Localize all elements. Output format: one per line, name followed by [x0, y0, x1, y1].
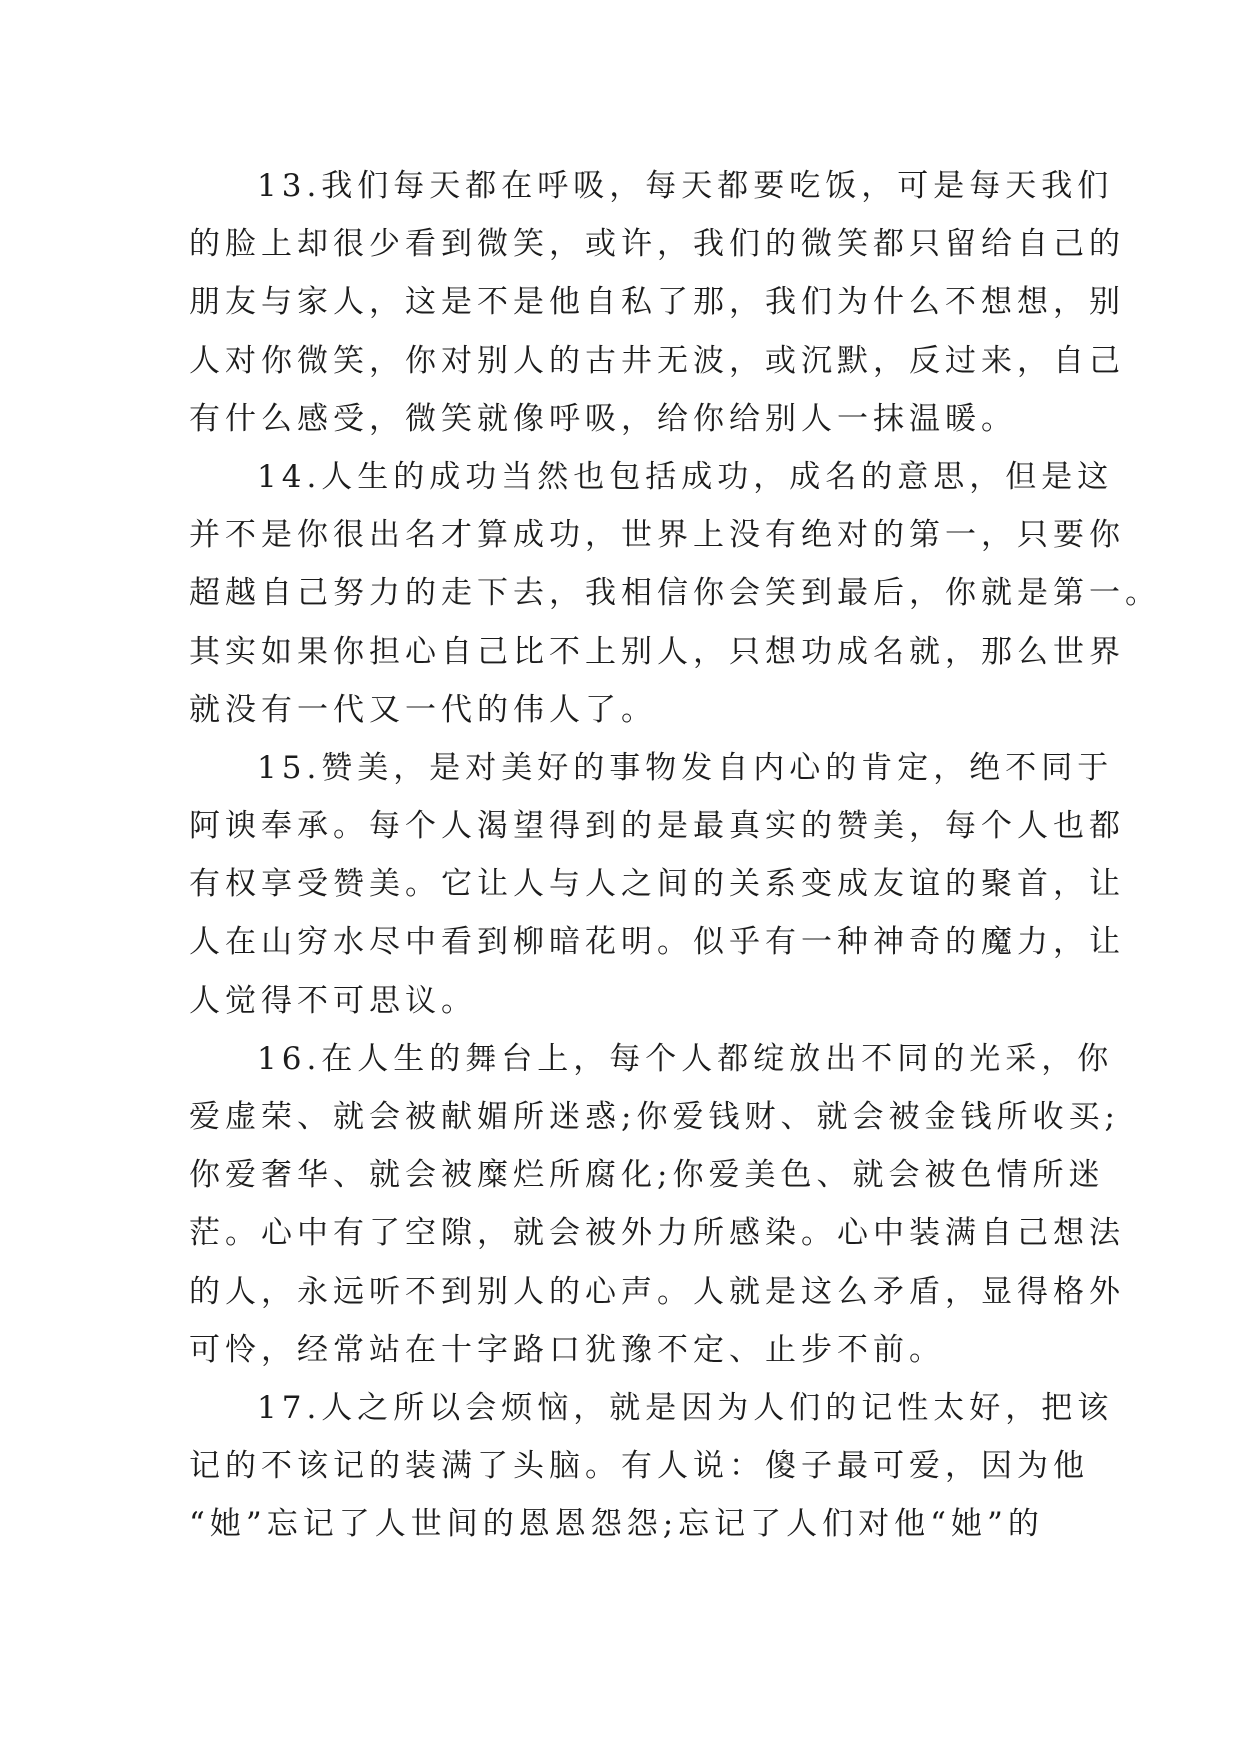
text-line: 记的不该记的装满了头脑。有人说：傻子最可爱，因为他	[189, 1448, 1089, 1485]
text-line: 茫。心中有了空隙，就会被外力所感染。心中装满自己想法	[189, 1215, 1125, 1252]
document-body	[189, 157, 1161, 1554]
text-line: 有权享受赞美。它让人与人之间的关系变成友谊的聚首，让	[189, 866, 1125, 903]
text-line: 阿谀奉承。每个人渴望得到的是最真实的赞美，每个人也都	[189, 808, 1125, 845]
text-line: 15.赞美，是对美好的事物发自内心的肯定，绝不同于	[257, 749, 1114, 786]
text-line: “她”忘记了人世间的恩恩怨怨;忘记了人们对他“她”的	[189, 1506, 1044, 1543]
text-line: 的人，永远听不到别人的心声。人就是这么矛盾，显得格外	[189, 1273, 1125, 1310]
paragraph-15	[189, 739, 1125, 1030]
text-line: 就没有一代又一代的伟人了。	[189, 691, 657, 728]
paragraph-16	[189, 1030, 1125, 1379]
text-line: 可怜，经常站在十字路口犹豫不定、止步不前。	[189, 1331, 945, 1368]
text-line: 17.人之所以会烦恼，就是因为人们的记性太好，把该	[257, 1389, 1114, 1426]
text-line: 超越自己努力的走下去，我相信你会笑到最后，你就是第一。	[189, 575, 1161, 612]
text-line: 人在山穷水尽中看到柳暗花明。似乎有一种神奇的魔力，让	[189, 924, 1125, 961]
paragraph-13	[189, 157, 1125, 448]
text-line: 人觉得不可思议。	[189, 982, 477, 1019]
text-line: 14.人生的成功当然也包括成功，成名的意思，但是这	[257, 458, 1114, 495]
text-line: 爱虚荣、就会被献媚所迷惑;你爱钱财、就会被金钱所收买;	[189, 1099, 1120, 1135]
paragraph-14	[189, 448, 1161, 739]
text-line: 13.我们每天都在呼吸，每天都要吃饭，可是每天我们	[257, 168, 1114, 204]
text-line: 朋友与家人，这是不是他自私了那，我们为什么不想想，别	[189, 284, 1125, 321]
text-line: 你爱奢华、就会被糜烂所腐化;你爱美色、就会被色情所迷	[189, 1157, 1105, 1194]
text-line: 16.在人生的舞台上，每个人都绽放出不同的光采，你	[257, 1040, 1114, 1077]
paragraph-17	[189, 1379, 1114, 1554]
text-line: 其实如果你担心自己比不上别人，只想功成名就，那么世界	[189, 633, 1125, 670]
text-line: 的脸上却很少看到微笑，或许，我们的微笑都只留给自己的	[189, 226, 1125, 263]
text-line: 人对你微笑，你对别人的古井无波，或沉默，反过来，自己	[189, 342, 1125, 379]
text-line: 有什么感受，微笑就像呼吸，给你给别人一抹温暖。	[189, 400, 1017, 437]
text-line: 并不是你很出名才算成功，世界上没有绝对的第一，只要你	[189, 517, 1125, 554]
